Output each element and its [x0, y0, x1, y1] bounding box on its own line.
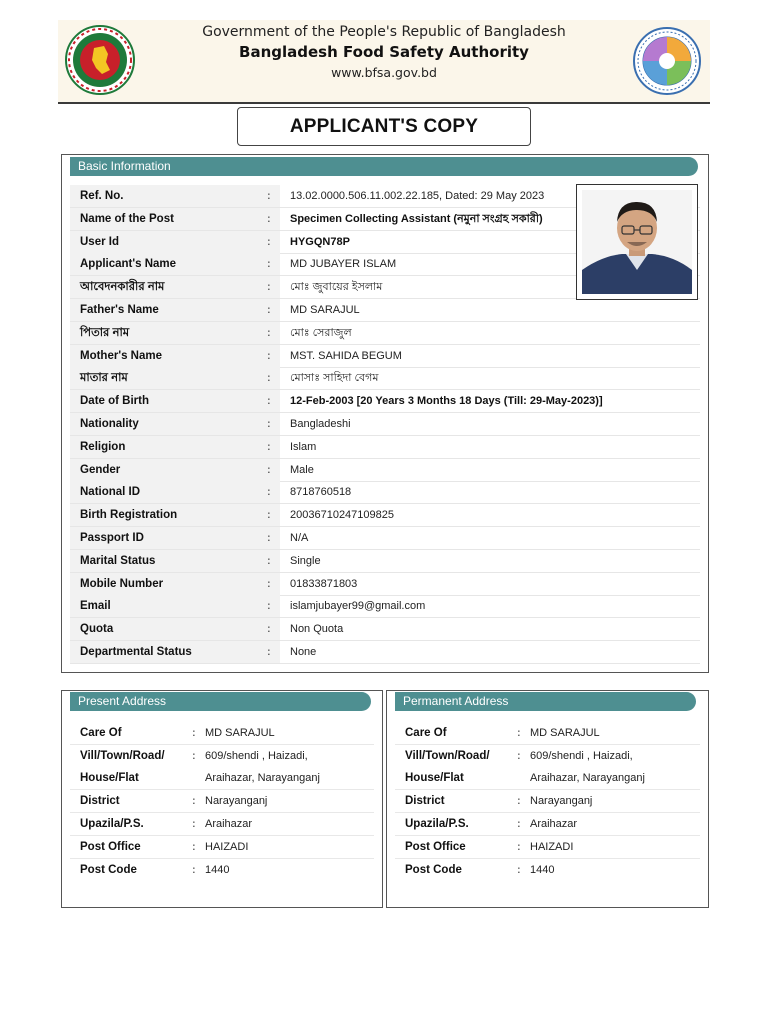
permanent-upazila-row	[395, 813, 700, 836]
info-row-label: Ref. No.	[70, 185, 280, 207]
info-row-label: আবেদনকারীর নাম	[70, 276, 280, 298]
present-address-section	[61, 690, 383, 908]
info-row-value: মোসাঃ সাহিদা বেগম	[290, 372, 379, 385]
info-row	[70, 573, 700, 596]
permanent-upazila-value: Araihazar	[530, 818, 578, 830]
info-row-label: Father's Name	[70, 299, 280, 321]
info-row-label: Gender	[70, 459, 280, 481]
present-upazila-label: Upazila/P.S.	[80, 818, 144, 830]
colon: :	[517, 794, 521, 807]
applicants-copy-title: APPLICANT'S COPY	[237, 107, 531, 146]
info-row	[70, 550, 700, 573]
info-row-label: Name of the Post	[70, 208, 280, 230]
colon: :	[192, 726, 196, 739]
colon: :	[267, 394, 271, 408]
applicant-photo-image	[582, 190, 692, 294]
info-row	[70, 367, 700, 390]
permanent-address-section	[386, 690, 709, 908]
applicant-photo	[576, 184, 698, 300]
info-row-value: MD SARAJUL	[290, 304, 360, 316]
present-village-label-2: House/Flat	[80, 772, 139, 784]
colon: :	[192, 749, 196, 762]
info-row	[70, 641, 700, 664]
present-upazila-value: Araihazar	[205, 818, 253, 830]
info-row-label: Birth Registration	[70, 504, 280, 526]
info-row-label: User Id	[70, 231, 280, 253]
colon: :	[267, 508, 271, 522]
colon: :	[517, 817, 521, 830]
permanent-care-of-row	[395, 722, 700, 745]
info-row-label: Passport ID	[70, 527, 280, 549]
info-row-value: 20036710247109825	[290, 509, 395, 522]
present-care-of-row	[70, 722, 374, 745]
info-row-value: Male	[290, 463, 314, 476]
info-row	[70, 618, 700, 641]
permanent-post-code-value: 1440	[530, 864, 555, 876]
colon: :	[267, 280, 271, 294]
permanent-district-row	[395, 790, 700, 813]
colon: :	[267, 234, 271, 248]
colon: :	[267, 211, 271, 225]
permanent-care-of-label: Care Of	[405, 727, 447, 739]
permanent-village-value-1: 609/shendi , Haizadi,	[530, 750, 633, 762]
permanent-upazila-label: Upazila/P.S.	[405, 818, 469, 830]
colon: :	[517, 749, 521, 762]
info-row	[70, 345, 700, 368]
info-row-value: Bangladeshi	[290, 418, 351, 430]
colon: :	[267, 645, 271, 658]
colon: :	[517, 726, 521, 739]
permanent-post-office-label: Post Office	[405, 841, 466, 853]
info-row-label: Quota	[70, 618, 280, 640]
present-district-row	[70, 790, 374, 813]
present-district-label: District	[80, 795, 120, 807]
permanent-village-row	[395, 745, 700, 790]
info-row-value: 13.02.0000.506.11.002.22.185, Dated: 29 May 2023	[290, 190, 545, 202]
info-row	[70, 459, 700, 482]
info-row	[70, 413, 700, 436]
colon: :	[267, 599, 271, 613]
info-row-value: MST. SAHIDA BEGUM	[290, 349, 402, 362]
basic-information-header: Basic Information	[70, 157, 698, 176]
colon: :	[192, 817, 196, 830]
colon: :	[267, 622, 271, 636]
present-village-row	[70, 745, 374, 790]
colon: :	[192, 794, 196, 807]
colon: :	[267, 553, 271, 567]
info-row	[70, 299, 700, 322]
permanent-address-header: Permanent Address	[395, 692, 696, 711]
permanent-district-value: Narayanganj	[530, 795, 593, 807]
info-row-label: Applicant's Name	[70, 253, 280, 275]
permanent-village-value-2: Araihazar, Narayanganj	[530, 772, 645, 784]
info-row-value: 12-Feb-2003 [20 Years 3 Months 18 Days (Till: 29-May-2023)]	[290, 395, 603, 408]
info-row-value: Single	[290, 554, 321, 567]
colon: :	[267, 576, 271, 590]
present-post-code-row	[70, 859, 374, 881]
colon: :	[267, 439, 271, 453]
bfsa-logo-icon	[632, 26, 702, 96]
info-row-value: HYGQN78P	[290, 235, 350, 248]
colon: :	[267, 485, 271, 499]
permanent-village-label-1: Vill/Town/Road/	[405, 750, 490, 762]
info-row-value: Non Quota	[290, 623, 344, 636]
colon: :	[192, 840, 196, 853]
present-care-of-label: Care Of	[80, 727, 122, 739]
info-row-value: islamjubayer99@gmail.com	[290, 600, 426, 613]
info-row-value: 8718760518	[290, 486, 352, 499]
document-header	[58, 20, 710, 104]
colon: :	[267, 325, 271, 339]
info-row	[70, 322, 700, 345]
colon: :	[517, 840, 521, 853]
info-row-label: Religion	[70, 436, 280, 458]
present-post-office-value: HAIZADI	[205, 841, 249, 853]
colon: :	[267, 348, 271, 362]
info-row	[70, 436, 700, 459]
colon: :	[267, 531, 271, 544]
info-row-label: Date of Birth	[70, 390, 280, 412]
info-row-value: None	[290, 646, 317, 658]
present-address-header: Present Address	[70, 692, 371, 711]
permanent-district-label: District	[405, 795, 445, 807]
colon: :	[267, 417, 271, 430]
info-row-value: Specimen Collecting Assistant (নমুনা সংগ্রহ সকারী)	[290, 212, 543, 225]
permanent-post-office-value: HAIZADI	[530, 841, 574, 853]
colon: :	[192, 863, 196, 876]
info-row-label: Mother's Name	[70, 345, 280, 367]
info-row-label: মাতার নাম	[70, 367, 280, 389]
permanent-care-of-value: MD SARAJUL	[530, 727, 600, 739]
info-row	[70, 390, 700, 413]
present-district-value: Narayanganj	[205, 795, 268, 807]
info-row-label: Mobile Number	[70, 573, 280, 595]
colon: :	[267, 371, 271, 385]
colon: :	[517, 863, 521, 876]
government-seal-icon	[64, 24, 136, 96]
colon: :	[267, 189, 271, 202]
info-row-value: Islam	[290, 440, 317, 453]
info-row-label: Departmental Status	[70, 641, 280, 663]
info-row-value: মোঃ সেরাজুল	[290, 326, 352, 339]
info-row	[70, 595, 700, 618]
info-row-label: Nationality	[70, 413, 280, 435]
authority-name: Bangladesh Food Safety Authority	[239, 43, 529, 61]
present-village-value-1: 609/shendi , Haizadi,	[205, 750, 308, 762]
info-row	[70, 527, 700, 550]
permanent-village-label-2: House/Flat	[405, 772, 464, 784]
present-village-label-1: Vill/Town/Road/	[80, 750, 165, 762]
permanent-post-office-row	[395, 836, 700, 859]
info-row-value: N/A	[290, 532, 309, 544]
present-post-office-row	[70, 836, 374, 859]
present-care-of-value: MD SARAJUL	[205, 727, 275, 739]
info-row-label: পিতার নাম	[70, 322, 280, 344]
present-post-code-value: 1440	[205, 864, 230, 876]
info-row	[70, 504, 700, 527]
present-post-office-label: Post Office	[80, 841, 141, 853]
permanent-post-code-label: Post Code	[405, 864, 462, 876]
info-row-value: মোঃ জুবায়ের ইসলাম	[290, 281, 383, 294]
colon: :	[267, 257, 271, 271]
present-upazila-row	[70, 813, 374, 836]
info-row	[70, 481, 700, 504]
present-village-value-2: Araihazar, Narayanganj	[205, 772, 320, 784]
info-row-label: Email	[70, 595, 280, 617]
government-name: Government of the People's Republic of Bangladesh	[202, 24, 566, 40]
colon: :	[267, 303, 271, 316]
info-row-label: National ID	[70, 481, 280, 503]
colon: :	[267, 462, 271, 476]
present-post-code-label: Post Code	[80, 864, 137, 876]
info-row-value: 01833871803	[290, 577, 358, 590]
info-row-value: MD JUBAYER ISLAM	[290, 258, 397, 271]
permanent-post-code-row	[395, 859, 700, 881]
website-link[interactable]: www.bfsa.gov.bd	[331, 65, 437, 80]
info-row-label: Marital Status	[70, 550, 280, 572]
